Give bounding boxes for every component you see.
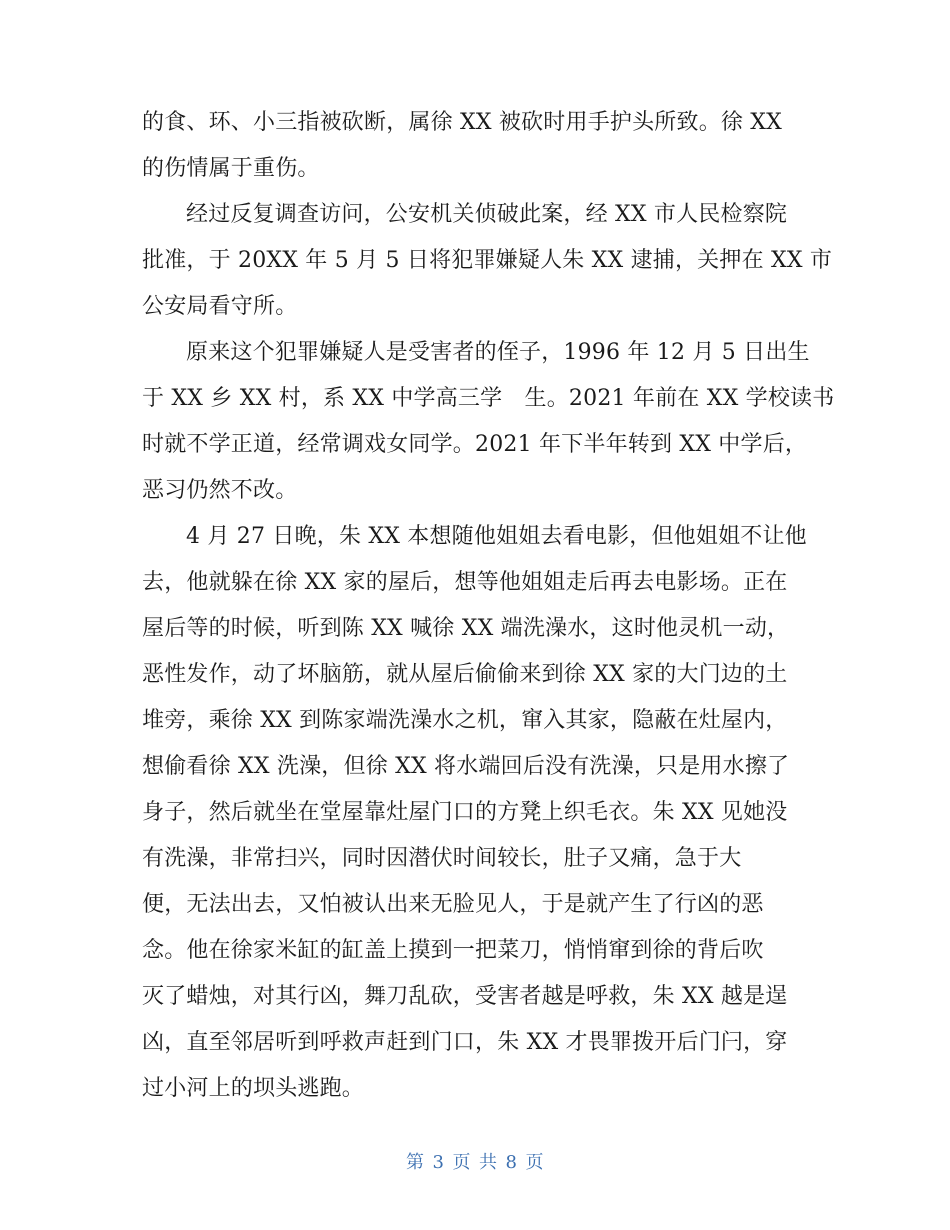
text-line: 恶习仍然不改。 <box>142 478 298 503</box>
footer-word: 共 <box>479 1152 498 1173</box>
footer-word: 第 <box>406 1152 425 1173</box>
text-line: 念。他在徐家米缸的缸盖上摸到一把菜刀，悄悄窜到徐的背后吹 <box>142 938 764 963</box>
text-line: 的食、环、小三指被砍断，属徐 XX 被砍时用手护头所致。徐 XX <box>142 110 783 135</box>
total-page-count: 8 <box>505 1152 518 1173</box>
text-line: 凶，直至邻居听到呼救声赶到门口，朱 XX 才畏罪拨开后门闩，穿 <box>142 1030 788 1055</box>
text-line: 堆旁，乘徐 XX 到陈家端洗澡水之机，窜入其家，隐蔽在灶屋内， <box>142 708 788 733</box>
text-line: 原来这个犯罪嫌疑人是受害者的侄子，1996 年 12 月 5 日出生 <box>186 340 810 365</box>
text-line: 便，无法出去，又怕被认出来无脸见人，于是就产生了行凶的恶 <box>142 892 764 917</box>
text-line: 经过反复调查访问，公安机关侦破此案，经 XX 市人民检察院 <box>186 202 788 227</box>
text-line: 想偷看徐 XX 洗澡，但徐 XX 将水端回后没有洗澡，只是用水擦了 <box>142 754 790 779</box>
text-line: 身子，然后就坐在堂屋靠灶屋门口的方凳上织毛衣。朱 XX 见她没 <box>142 800 788 825</box>
footer-word: 页 <box>452 1152 471 1173</box>
text-line: 公安局看守所。 <box>142 294 298 319</box>
text-line: 于 XX 乡 XX 村，系 XX 中学高三学 生。2021 年前在 XX 学校读书 <box>142 386 835 411</box>
paragraph <box>142 330 835 514</box>
footer-word: 页 <box>525 1152 544 1173</box>
text-line: 去，他就躲在徐 XX 家的屋后，想等他姐姐走后再去电影场。正在 <box>142 570 788 595</box>
paragraph <box>142 100 810 192</box>
text-line: 过小河上的坝头逃跑。 <box>142 1076 365 1101</box>
text-line: 的伤情属于重伤。 <box>142 156 320 181</box>
page-footer <box>0 1148 950 1174</box>
text-line: 时就不学正道，经常调戏女同学。2021 年下半年转到 XX 中学后， <box>142 432 808 457</box>
current-page-number: 3 <box>432 1152 445 1173</box>
paragraph <box>142 514 810 1112</box>
text-line: 批准，于 20XX 年 5 月 5 日将犯罪嫌疑人朱 XX 逮捕，关押在 XX 市 <box>142 248 833 273</box>
paragraph <box>142 192 833 330</box>
text-line: 恶性发作，动了坏脑筋，就从屋后偷偷来到徐 XX 家的大门边的土 <box>142 662 788 687</box>
text-line: 有洗澡，非常扫兴，同时因潜伏时间较长，肚子又痛，急于大 <box>142 846 742 871</box>
document-body <box>142 100 835 1112</box>
text-line: 灭了蜡烛，对其行凶，舞刀乱砍，受害者越是呼救，朱 XX 越是逞 <box>142 984 788 1009</box>
text-line: 4 月 27 日晚，朱 XX 本想随他姐姐去看电影，但他姐姐不让他 <box>186 524 807 549</box>
text-line: 屋后等的时候，听到陈 XX 喊徐 XX 端洗澡水，这时他灵机一动， <box>142 616 790 641</box>
